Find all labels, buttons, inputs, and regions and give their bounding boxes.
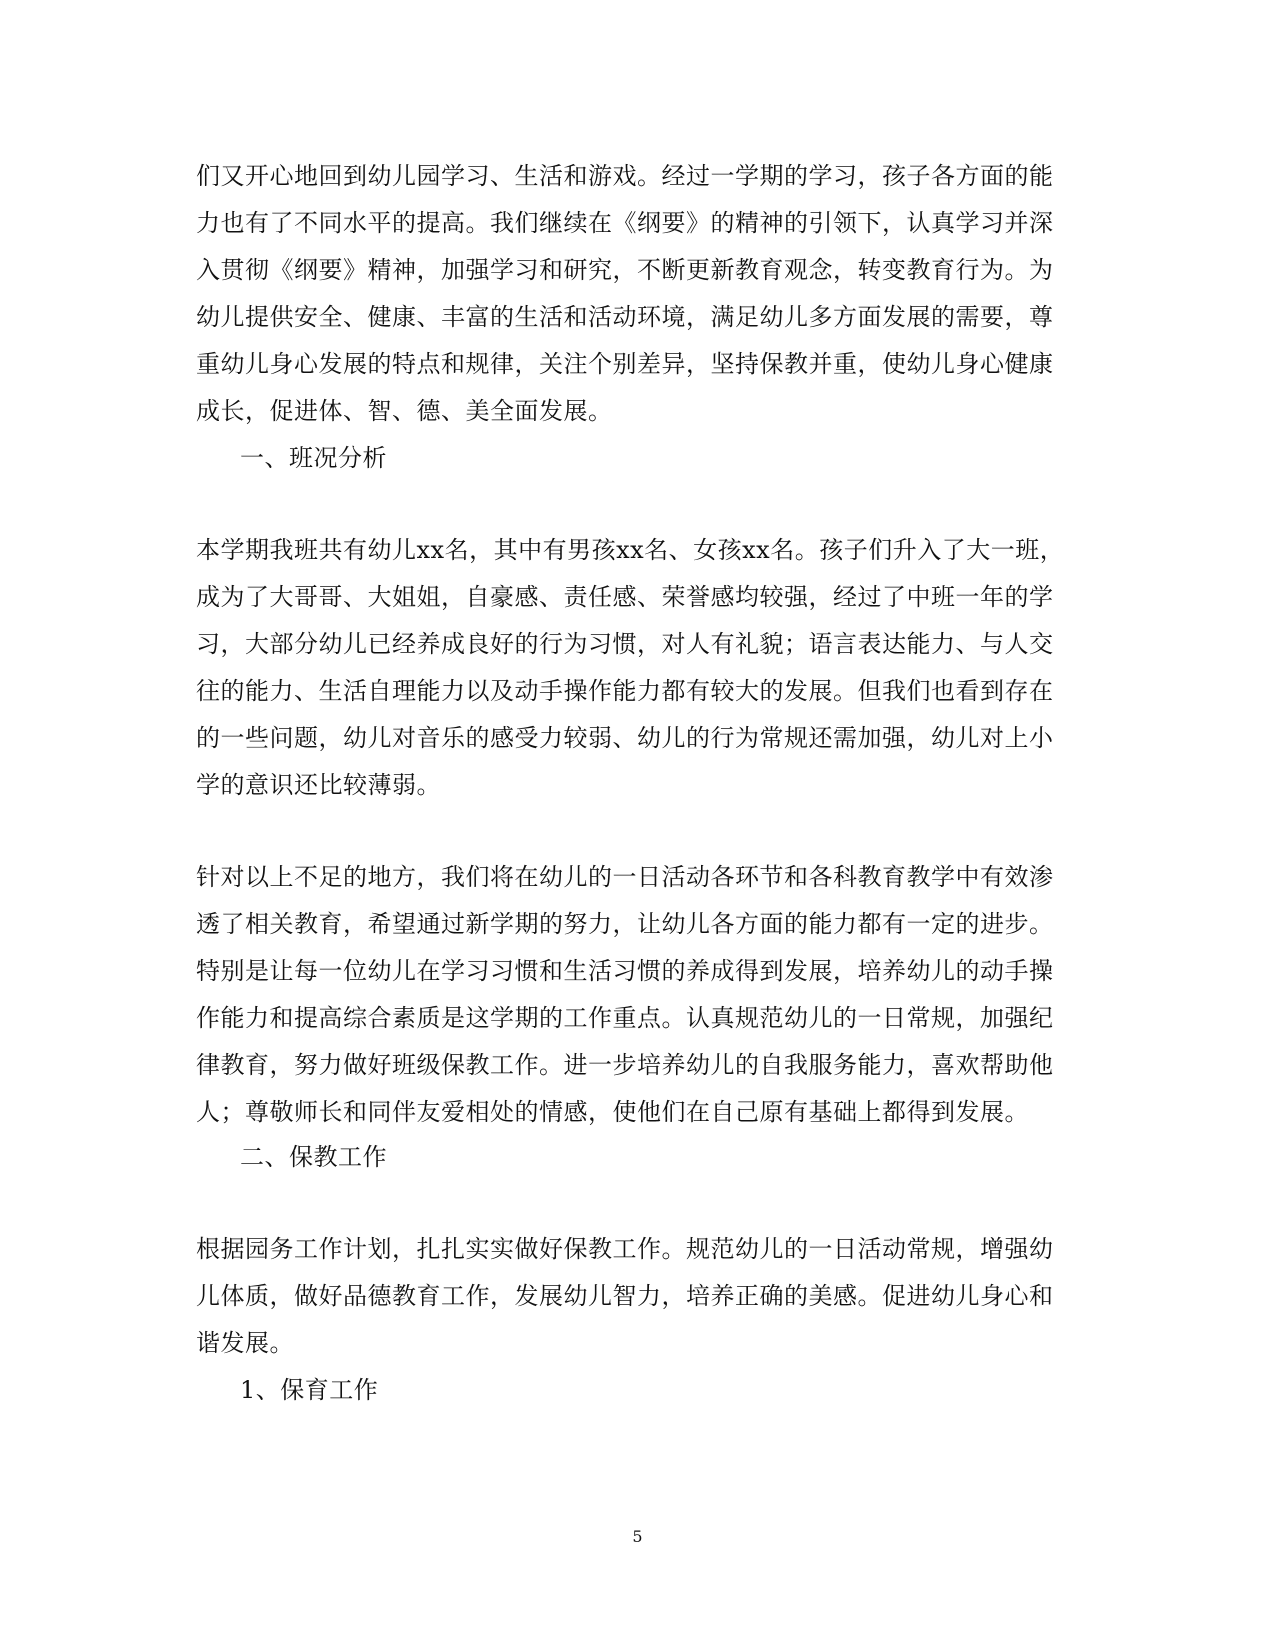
paragraph-line: 成长，促进体、智、德、美全面发展。 — [196, 397, 613, 425]
paragraph-line: 习，大部分幼儿已经养成良好的行为习惯，对人有礼貌；语言表达能力、与人交 — [196, 630, 1054, 658]
paragraph-line: 成为了大哥哥、大姐姐，自豪感、责任感、荣誉感均较强，经过了中班一年的学 — [196, 583, 1054, 611]
paragraph-line: 的一些问题，幼儿对音乐的感受力较弱、幼儿的行为常规还需加强，幼儿对上小 — [196, 724, 1054, 752]
subsection-heading-nursing: 1、保育工作 — [240, 1376, 379, 1404]
paragraph-line: 谐发展。 — [196, 1329, 294, 1357]
paragraph-line: 根据园务工作计划，扎扎实实做好保教工作。规范幼儿的一日活动常规，增强幼 — [196, 1235, 1054, 1263]
paragraph-line: 儿体质，做好品德教育工作，发展幼儿智力，培养正确的美感。促进幼儿身心和 — [196, 1282, 1054, 1310]
paragraph-line: 力也有了不同水平的提高。我们继续在《纲要》的精神的引领下，认真学习并深 — [196, 209, 1054, 237]
page-number: 5 — [632, 1527, 643, 1546]
paragraph-line: 学的意识还比较薄弱。 — [196, 771, 441, 799]
paragraph-line: 重幼儿身心发展的特点和规律，关注个别差异，坚持保教并重，使幼儿身心健康 — [196, 350, 1054, 378]
paragraph-line: 入贯彻《纲要》精神，加强学习和研究，不断更新教育观念，转变教育行为。为 — [196, 256, 1054, 284]
paragraph-line: 针对以上不足的地方，我们将在幼儿的一日活动各环节和各科教育教学中有效渗 — [196, 863, 1054, 891]
paragraph-line: 幼儿提供安全、健康、丰富的生活和活动环境，满足幼儿多方面发展的需要，尊 — [196, 303, 1054, 331]
section-heading-care-education: 二、保教工作 — [240, 1143, 387, 1171]
paragraph-line: 往的能力、生活自理能力以及动手操作能力都有较大的发展。但我们也看到存在 — [196, 677, 1054, 705]
section-heading-class-analysis: 一、班况分析 — [240, 444, 387, 472]
paragraph-line: 作能力和提高综合素质是这学期的工作重点。认真规范幼儿的一日常规，加强纪 — [196, 1004, 1054, 1032]
paragraph-line: 律教育，努力做好班级保教工作。进一步培养幼儿的自我服务能力，喜欢帮助他 — [196, 1051, 1054, 1079]
paragraph-line: 们又开心地回到幼儿园学习、生活和游戏。经过一学期的学习，孩子各方面的能 — [196, 162, 1054, 190]
paragraph-line: 人；尊敬师长和同伴友爱相处的情感，使他们在自己原有基础上都得到发展。 — [196, 1098, 1029, 1126]
paragraph-line: 透了相关教育，希望通过新学期的努力，让幼儿各方面的能力都有一定的进步。 — [196, 910, 1054, 938]
paragraph-line: 特别是让每一位幼儿在学习习惯和生活习惯的养成得到发展，培养幼儿的动手操 — [196, 957, 1054, 985]
paragraph-line: 本学期我班共有幼儿xx名，其中有男孩xx名、女孩xx名。孩子们升入了大一班， — [196, 536, 1065, 564]
